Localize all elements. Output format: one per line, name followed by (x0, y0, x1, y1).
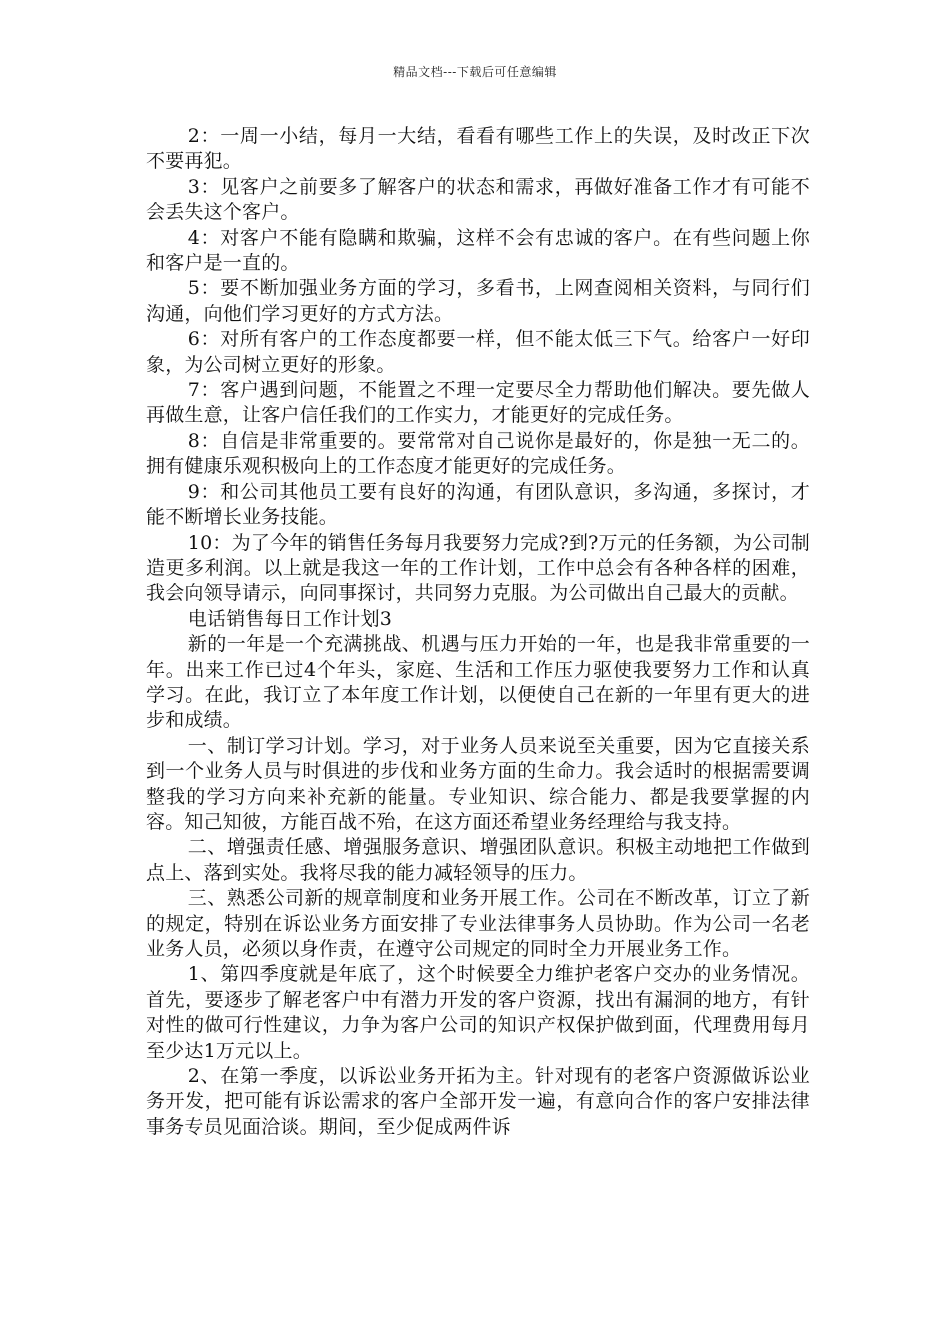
paragraph: 1、第四季度就是年底了，这个时候要全力维护老客户交办的业务情况。首先，要逐步了解老客户中有潜力开发的客户资源，找出有漏洞的地方，有针对性的做可行性建议，力争为客户公司的知识产权保护做到面，代理费用每月至少达1万元以上。 (146, 963, 810, 1062)
paragraph: 10：为了今年的销售任务每月我要努力完成?到?万元的任务额，为公司制造更多利润。以上就是我这一年的工作计划，工作中总会有各种各样的困难，我会向领导请示，向同事探讨，共同努力克服。为公司做出自己最大的贡献。 (146, 531, 810, 605)
paragraph: 7：客户遇到问题，不能置之不理一定要尽全力帮助他们解决。要先做人再做生意，让客户信任我们的工作实力，才能更好的完成任务。 (146, 379, 810, 427)
paragraph: 三、熟悉公司新的规章制度和业务开展工作。公司在不断改革，订立了新的规定，特别在诉讼业务方面安排了专业法律事务人员协助。作为公司一名老业务人员，必须以身作责，在遵守公司规定的同时全力开展业务工作。 (146, 887, 810, 960)
paragraph: 4：对客户不能有隐瞒和欺骗，这样不会有忠诚的客户。在有些问题上你和客户是一直的。 (146, 226, 810, 275)
paragraph: 新的一年是一个充满挑战、机遇与压力开始的一年，也是我非常重要的一年。出来工作已过4个年头，家庭、生活和工作压力驱使我要努力工作和认真学习。在此，我订立了本年度工作计划，以便使自己在新的一年里有更大的进步和成绩。 (146, 633, 810, 732)
document-body (146, 124, 810, 1140)
document-header: 精品文档---下载后可任意编辑 (393, 65, 557, 79)
paragraph: 3：见客户之前要多了解客户的状态和需求，再做好准备工作才有可能不会丢失这个客户。 (146, 175, 810, 224)
section-heading: 电话销售每日工作计划3 (187, 607, 393, 630)
paragraph: 9：和公司其他员工要有良好的沟通，有团队意识，多沟通，多探讨，才能不断增长业务技能。 (146, 480, 810, 529)
paragraph: 8：自信是非常重要的。要常常对自己说你是最好的，你是独一无二的。拥有健康乐观积极向上的工作态度才能更好的完成任务。 (146, 429, 810, 478)
paragraph: 一、制订学习计划。学习，对于业务人员来说至关重要，因为它直接关系到一个业务人员与时俱进的步伐和业务方面的生命力。我会适时的根据需要调整我的学习方向来补充新的能量。专业知识、综合能力、都是我要掌握的内容。知己知彼，方能百战不殆，在这方面还希望业务经理给与我支持。 (146, 734, 810, 833)
paragraph: 二、增强责任感、增强服务意识、增强团队意识。积极主动地把工作做到点上、落到实处。我将尽我的能力减轻领导的压力。 (146, 836, 810, 884)
paragraph: 2、在第一季度，以诉讼业务开拓为主。针对现有的老客户资源做诉讼业务开发，把可能有诉讼需求的客户全部开发一遍，有意向合作的客户安排法律事务专员见面洽谈。期间，至少促成两件诉 (146, 1065, 810, 1138)
paragraph: 6：对所有客户的工作态度都要一样，但不能太低三下气。给客户一好印象，为公司树立更好的形象。 (146, 328, 810, 376)
paragraph: 5：要不断加强业务方面的学习，多看书，上网查阅相关资料，与同行们沟通，向他们学习更好的方式方法。 (146, 277, 810, 325)
paragraph: 2：一周一小结，每月一大结，看看有哪些工作上的失误，及时改正下次不要再犯。 (146, 125, 810, 173)
